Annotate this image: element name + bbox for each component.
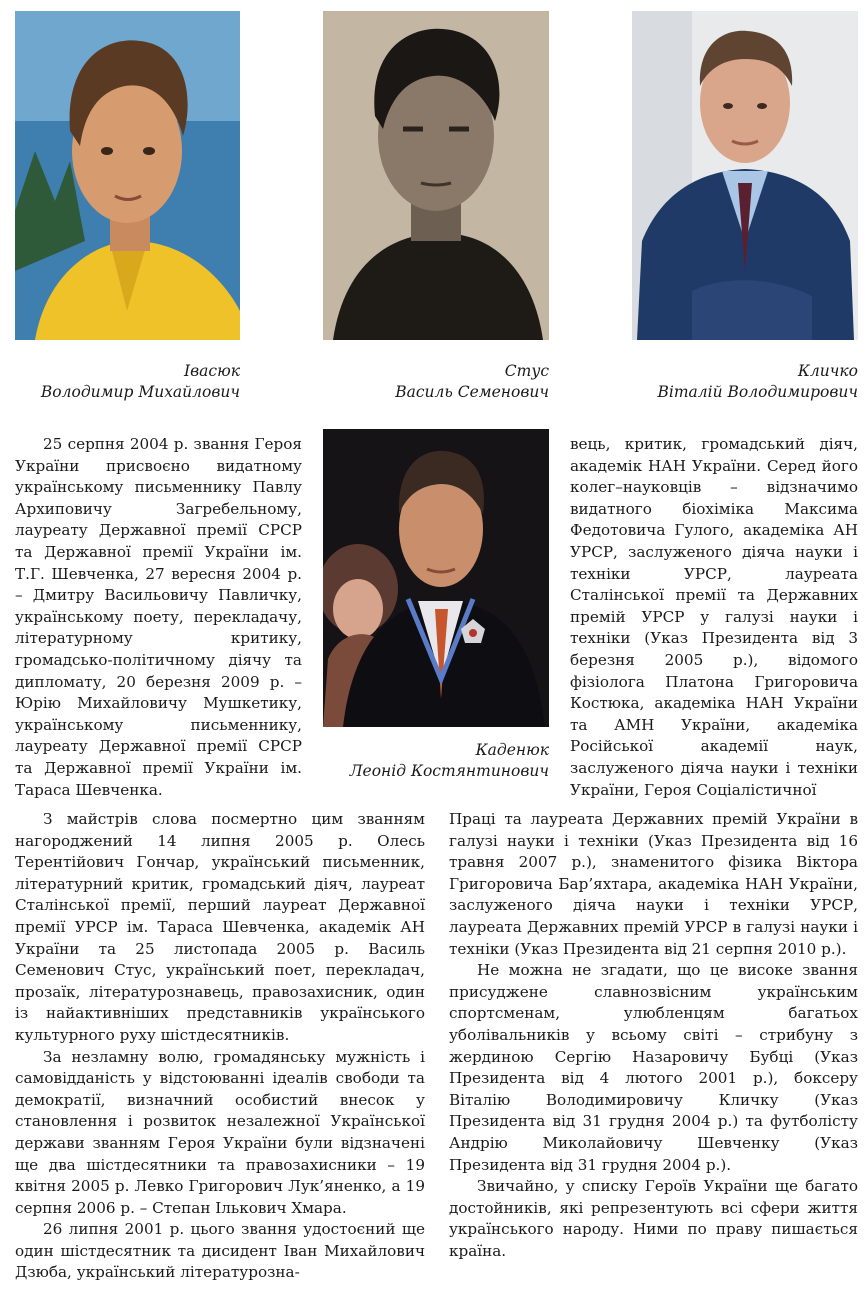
right-column-lower [449,809,858,1262]
paragraph: Не можна не згадати, що це високе звання присуджене славнозвісним українським спортсменам, улюбленцям багатьох уболівальників у всьому світі – стрибуну з жердиною Сергію Назаровичу Бубці (Указ Президента від 4 лютого 2001 р.), боксеру Віталію Володимировичу Кличку (Указ Президента від 31 грудня 2004 р.) та футболісту Андрію Миколайовичу Шевченку (Указ Президента від 31 грудня 2004 р.). [449,961,858,1174]
caption-name: Віталій Володимирович [657,383,858,401]
caption-name: Леонід Костянтинович [349,762,549,780]
caption-stus [323,361,549,403]
paragraph: 25 серпня 2004 р. звання Героя України присвоєно видатному українському письменнику Павлу Архиповичу Загребельному, лауреату Державної премії СРСР та Державної премії України ім. Т.Г. Шевченка, 27 вересня 2004 р. – Дмитру Васильовичу Павличку, українському поету, перекладачу, літературному критику, громадсько-політичному діячу та дипломату, 20 березня 2009 р. – Юрію Михайловичу Мушкетику, українському письменнику, лауреату Державної премії СРСР та Державної премії України ім. Тараса Шевченка. [15,435,302,799]
portrait-photo-kadeniuk [323,429,549,727]
caption-kadeniuk [323,740,549,782]
left-column-upper [15,434,302,801]
caption-surname: Кличко [797,362,858,380]
caption-surname: Стус [504,362,549,380]
caption-ivasiuk [15,361,240,403]
portrait-photo-klychko [632,11,858,340]
caption-klychko [632,361,858,403]
caption-surname: Івасюк [184,362,240,380]
caption-name: Володимир Михайлович [40,383,240,401]
paragraph: Праці та лауреата Державних премій України в галузі науки і техніки (Указ Президента від 16 травня 2007 р.), знаменитого фізика Віктора Григоровича Бар’яхтара, академіка НАН України, заслуженого діяча науки і техніки УРСР, лауреата Державних премій УРСР в галузі науки і техніки (Указ Президента від 21 серпня 2010 р.). [449,810,858,958]
paragraph: Звичайно, у списку Героїв України ще багато достойників, які репрезентують всі сфери життя українського народу. Ними по праву пишається країна. [449,1177,858,1260]
portrait-photo-ivasiuk [15,11,240,340]
right-column-upper [570,434,858,801]
paragraph: вець, критик, громадський діяч, академік НАН України. Серед його колег–науковців – відзначимо видатного біохіміка Максима Федотовича Гулого, академіка АН УРСР, заслуженого діяча науки і техніки УРСР, лауреата Сталінської премії та Державних премій УРСР у галузі науки і техніки (Указ Президента від 3 березня 2005 р.), відомого фізіолога Платона Григоровича Костюка, академіка НАН України та АМН України, академіка Російської академії наук, заслуженого діяча науки і техніки України, Героя Соціалістичної [570,435,858,799]
left-column-lower [15,809,425,1284]
paragraph: 26 липня 2001 р. цього звання удостоєний ще один шістдесятник та дисидент Іван Михайлович Дзюба, український літературозна- [15,1220,425,1282]
paragraph: З майстрів слова посмертно цим званням нагороджений 14 липня 2005 р. Олесь Терентійович Гончар, український письменник, літературний критик, громадський діяч, лауреат Сталінської премії, перший лауреат Державної премії УРСР ім. Тараса Шевченка, академік АН України та 25 листопада 2005 р. Василь Семенович Стус, український поет, перекладач, прозаїк, літературознавець, правозахисник, один із найактивніших представників українського культурного руху шістдесятників. [15,810,425,1044]
portrait-photo-stus [323,11,549,340]
caption-name: Василь Семенович [395,383,549,401]
caption-surname: Каденюк [475,741,549,759]
paragraph: За незламну волю, громадянську мужність і самовідданість у відстоюванні ідеалів свободи та демократії, визначний особистий внесок у становлення і розвиток незалежної Української держави званням Героя України були відзначені ще два шістдесятники та правозахисники – 19 квітня 2005 р. Левко Григорович Лук’яненко, а 19 серпня 2006 р. – Степан Ількович Хмара. [15,1047,425,1217]
